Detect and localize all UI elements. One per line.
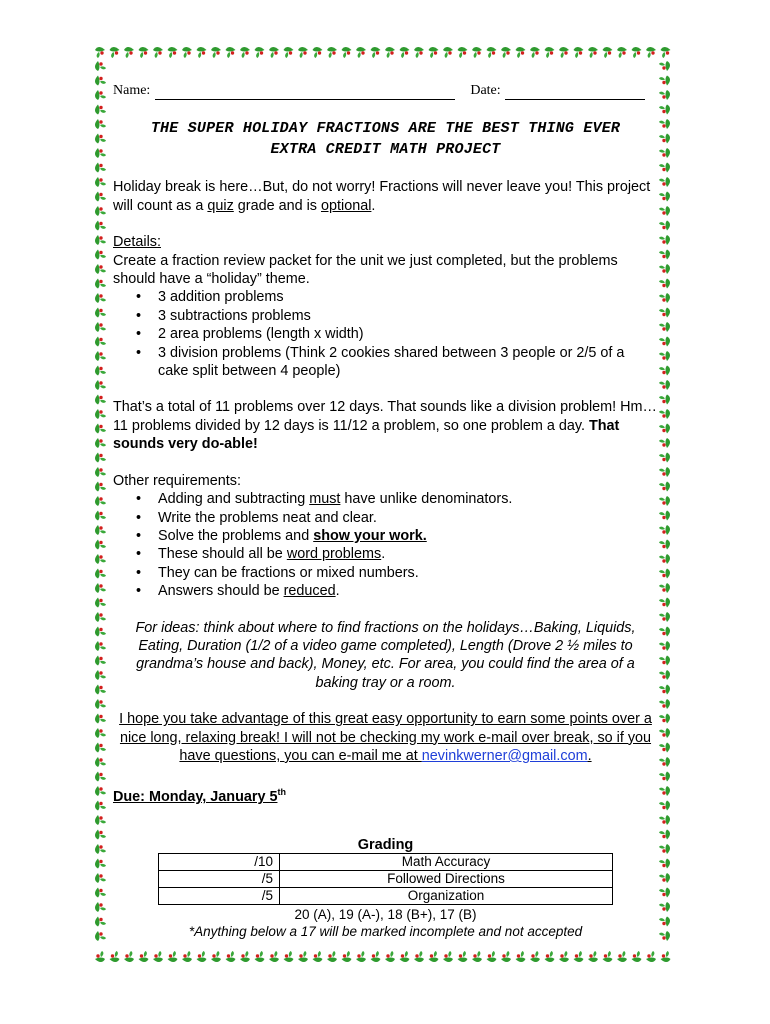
holly-sprig (659, 76, 670, 86)
requirements-list (113, 490, 658, 600)
points-cell: /5 (159, 870, 280, 887)
holly-sprig (240, 47, 250, 58)
holly-sprig (659, 90, 670, 100)
holly-sprig (659, 786, 670, 796)
holly-sprig (95, 612, 106, 622)
holly-sprig (659, 511, 670, 521)
holly-sprig (659, 612, 670, 622)
intro-optional: optional (321, 197, 372, 214)
holly-sprig (95, 279, 106, 289)
holly-sprig (659, 641, 670, 651)
holly-sprig (327, 951, 337, 962)
grading-table (158, 853, 613, 905)
holly-sprig (559, 47, 569, 58)
holly-sprig (168, 951, 178, 962)
ideas-paragraph: For ideas: think about where to find fractions on the holidays…Baking, Liquids, Eating, Duration (1/2 of a video game completed), Length (Drove 2 ½ miles to grandma’s house and back), Money, etc. For area, you could find the area of a baking tray or a room. (135, 619, 636, 691)
holly-sprig (95, 482, 106, 492)
req-text: . (335, 583, 340, 600)
holly-sprig (313, 47, 323, 58)
holly-sprig (487, 47, 497, 58)
req-underlined: reduced (283, 583, 336, 600)
holly-sprig (603, 47, 613, 58)
holly-sprig (255, 47, 265, 58)
holly-sprig (284, 47, 294, 58)
list-item (158, 490, 658, 508)
holly-sprig (545, 47, 555, 58)
holly-sprig (659, 830, 670, 840)
due-date (113, 783, 658, 806)
holly-sprig (95, 76, 106, 86)
intro-paragraph (113, 178, 658, 215)
holly-sprig (110, 47, 120, 58)
holly-sprig (659, 119, 670, 129)
req-text: have unlike denominators. (340, 491, 513, 508)
holly-sprig (269, 47, 279, 58)
holly-sprig (646, 47, 656, 58)
holly-sprig (400, 951, 410, 962)
list-item: • 2 area problems (length x width) (158, 325, 658, 343)
holly-sprig (95, 917, 106, 927)
due-superscript: th (277, 787, 286, 798)
holly-sprig (124, 951, 134, 962)
holly-sprig (95, 569, 106, 579)
holly-sprig (659, 308, 670, 318)
holly-sprig (342, 951, 352, 962)
document-content (113, 82, 658, 940)
holly-sprig (487, 951, 497, 962)
name-label: Name: (113, 83, 151, 98)
holly-sprig (284, 951, 294, 962)
holly-sprig (659, 525, 670, 535)
details-list (113, 288, 658, 380)
holly-sprig (298, 47, 308, 58)
holly-sprig (659, 482, 670, 492)
holly-sprig (659, 409, 670, 419)
holly-sprig (95, 395, 106, 405)
list-item: • 3 addition problems (158, 288, 658, 306)
holly-sprig (632, 47, 642, 58)
holly-sprig (139, 951, 149, 962)
req-text: Answers should be (158, 583, 284, 600)
holly-sprig (313, 951, 323, 962)
holly-sprig (429, 951, 439, 962)
holly-sprig (661, 47, 671, 58)
grading-section (113, 837, 658, 940)
holly-sprig (197, 951, 207, 962)
holly-sprig (95, 47, 105, 58)
holly-sprig (95, 366, 106, 376)
holly-sprig (298, 951, 308, 962)
holly-border-right (659, 61, 670, 941)
holly-sprig (95, 235, 106, 245)
holly-sprig (95, 888, 106, 898)
holly-sprig (659, 627, 670, 637)
holly-sprig (414, 47, 424, 58)
holly-sprig (458, 951, 468, 962)
holly-sprig (659, 163, 670, 173)
details-heading: Details: (113, 234, 161, 251)
category-cell: Math Accuracy (280, 853, 613, 870)
holly-sprig (95, 308, 106, 318)
total-text: That’s a total of 11 problems over 12 days. That sounds like a division problem! Hm… 11 problems divided by 12 days is 11/12 a problem, so one problem a day. (113, 399, 657, 434)
holly-sprig (95, 656, 106, 666)
holly-sprig (153, 47, 163, 58)
holly-sprig (95, 583, 106, 593)
holly-sprig (659, 206, 670, 216)
holly-sprig (646, 951, 656, 962)
grading-title: Grading (357, 836, 414, 853)
holly-sprig (501, 47, 511, 58)
table-row (159, 870, 613, 887)
req-underlined-bold: show your work. (313, 527, 427, 544)
req-underlined: word problems (286, 546, 382, 563)
date-field[interactable] (505, 85, 645, 100)
header-row (113, 82, 658, 100)
holly-sprig (95, 351, 106, 361)
holly-sprig (385, 47, 395, 58)
holly-sprig (95, 670, 106, 680)
holly-sprig (659, 395, 670, 405)
req-text: Solve the problems and (158, 527, 314, 544)
holly-sprig (659, 699, 670, 709)
holly-sprig (124, 47, 134, 58)
holly-sprig (95, 380, 106, 390)
list-item (158, 545, 658, 563)
table-row (159, 887, 613, 904)
holly-sprig (603, 951, 613, 962)
holly-sprig (659, 337, 670, 347)
holly-sprig (95, 873, 106, 883)
due-text: Due: Monday, January 5 (113, 789, 278, 806)
holly-sprig (559, 951, 569, 962)
holly-sprig (327, 47, 337, 58)
holly-sprig (659, 438, 670, 448)
holly-sprig (255, 951, 265, 962)
holly-sprig (95, 134, 106, 144)
holly-sprig (95, 206, 106, 216)
holly-sprig (95, 337, 106, 347)
intro-text-2: grade and is (233, 197, 321, 214)
holly-border-bottom (95, 951, 671, 962)
total-bold: That sounds very do-able! (113, 417, 620, 453)
holly-sprig (659, 293, 670, 303)
holly-sprig (659, 714, 670, 724)
holly-sprig (659, 569, 670, 579)
holly-sprig (659, 801, 670, 811)
holly-sprig (356, 47, 366, 58)
category-cell: Followed Directions (280, 870, 613, 887)
holly-sprig (95, 540, 106, 550)
holly-sprig (95, 714, 106, 724)
holly-sprig (659, 279, 670, 289)
closing-end: . (587, 747, 592, 764)
holly-sprig (659, 757, 670, 767)
details-text: Create a fraction review packet for the unit we just completed, but the problems should have a “holiday” theme. (113, 252, 618, 288)
holly-sprig (659, 467, 670, 477)
holly-sprig (659, 583, 670, 593)
holly-sprig (95, 322, 106, 332)
holly-sprig (385, 951, 395, 962)
holly-border-top (95, 47, 671, 58)
date-label: Date: (470, 83, 501, 98)
holly-sprig (95, 931, 106, 941)
holly-sprig (659, 598, 670, 608)
title-line-2: EXTRA CREDIT MATH PROJECT (270, 141, 501, 159)
holly-sprig (659, 250, 670, 260)
list-item (158, 582, 658, 600)
holly-sprig (659, 264, 670, 274)
holly-sprig (659, 540, 670, 550)
holly-sprig (414, 951, 424, 962)
holly-sprig (472, 951, 482, 962)
holly-sprig (659, 772, 670, 782)
holly-sprig (95, 424, 106, 434)
holly-sprig (95, 250, 106, 260)
holly-sprig (95, 598, 106, 608)
title-line-1: THE SUPER HOLIDAY FRACTIONS ARE THE BEST THING EVER (150, 120, 621, 138)
holly-sprig (226, 951, 236, 962)
holly-sprig (197, 47, 207, 58)
holly-sprig (659, 177, 670, 187)
holly-sprig (95, 467, 106, 477)
holly-sprig (617, 951, 627, 962)
holly-sprig (342, 47, 352, 58)
holly-sprig (574, 47, 584, 58)
holly-sprig (95, 221, 106, 231)
holly-sprig (182, 47, 192, 58)
holly-sprig (95, 148, 106, 158)
holly-sprig (659, 148, 670, 158)
table-row (159, 853, 613, 870)
holly-sprig (95, 743, 106, 753)
grading-scale: 20 (A), 19 (A-), 18 (B+), 17 (B) (294, 906, 477, 922)
holly-sprig (574, 951, 584, 962)
req-text: . (381, 546, 386, 563)
holly-sprig (95, 293, 106, 303)
name-field[interactable] (155, 85, 455, 100)
holly-sprig (95, 192, 106, 202)
intro-text-1: Holiday break is here…But, do not worry! Fractions will never leave you! This project will count as a (113, 179, 651, 214)
holly-sprig (516, 47, 526, 58)
holly-sprig (110, 951, 120, 962)
holly-sprig (530, 951, 540, 962)
holly-sprig (530, 47, 540, 58)
holly-sprig (659, 931, 670, 941)
holly-sprig (95, 554, 106, 564)
req-text: These should all be (158, 546, 287, 563)
holly-sprig (95, 801, 106, 811)
points-cell: /10 (159, 853, 280, 870)
holly-sprig (659, 743, 670, 753)
holly-sprig (659, 888, 670, 898)
holly-sprig (95, 409, 106, 419)
holly-sprig (659, 554, 670, 564)
holly-sprig (659, 670, 670, 680)
holly-sprig (400, 47, 410, 58)
holly-sprig (182, 951, 192, 962)
holly-sprig (545, 951, 555, 962)
holly-sprig (139, 47, 149, 58)
holly-sprig (226, 47, 236, 58)
holly-sprig (95, 699, 106, 709)
holly-sprig (659, 844, 670, 854)
closing-text: I hope you take advantage of this great easy opportunity to earn some points over a nice long, relaxing break! I will not be checking my work e-mail over break, so if you have questions, you can e-mail me at (119, 711, 652, 764)
holly-sprig (95, 61, 106, 71)
holly-sprig (168, 47, 178, 58)
holly-sprig (659, 235, 670, 245)
holly-sprig (95, 177, 106, 187)
holly-sprig (659, 105, 670, 115)
holly-sprig (617, 47, 627, 58)
intro-quiz: quiz (207, 197, 234, 214)
holly-sprig (588, 47, 598, 58)
holly-sprig (661, 951, 671, 962)
holly-sprig (516, 951, 526, 962)
holly-sprig (659, 859, 670, 869)
intro-text-3: . (371, 197, 376, 214)
holly-sprig (588, 951, 598, 962)
holly-sprig (95, 496, 106, 506)
list-item: • Write the problems neat and clear. (158, 509, 658, 527)
holly-sprig (458, 47, 468, 58)
holly-sprig (472, 47, 482, 58)
holly-sprig (95, 757, 106, 767)
holly-sprig (95, 815, 106, 825)
requirements-heading: Other requirements: (113, 472, 241, 489)
holly-sprig (659, 873, 670, 883)
total-paragraph (113, 398, 658, 453)
holly-sprig (95, 511, 106, 521)
holly-sprig (95, 453, 106, 463)
holly-sprig (95, 525, 106, 535)
email-link[interactable]: nevinkwerner@gmail.com (421, 747, 588, 764)
holly-sprig (95, 685, 106, 695)
holly-sprig (95, 728, 106, 738)
holly-sprig (269, 951, 279, 962)
holly-sprig (95, 859, 106, 869)
req-text: Adding and subtracting (158, 491, 310, 508)
page-title (113, 118, 658, 160)
holly-sprig (95, 627, 106, 637)
holly-sprig (429, 47, 439, 58)
holly-sprig (659, 61, 670, 71)
holly-sprig (95, 264, 106, 274)
holly-sprig (95, 830, 106, 840)
list-item (158, 527, 658, 545)
grading-note: *Anything below a 17 will be marked incomplete and not accepted (188, 923, 583, 939)
list-item: • 3 subtractions problems (158, 307, 658, 325)
req-underlined: must (309, 491, 341, 508)
holly-sprig (95, 786, 106, 796)
holly-sprig (95, 105, 106, 115)
holly-sprig (95, 641, 106, 651)
holly-sprig (501, 951, 511, 962)
holly-sprig (240, 951, 250, 962)
holly-sprig (659, 496, 670, 506)
holly-sprig (659, 322, 670, 332)
holly-sprig (659, 380, 670, 390)
closing-paragraph (113, 710, 658, 765)
holly-border-left (95, 61, 106, 941)
holly-sprig (95, 772, 106, 782)
holly-sprig (95, 119, 106, 129)
holly-sprig (659, 815, 670, 825)
holly-sprig (659, 366, 670, 376)
holly-sprig (659, 656, 670, 666)
holly-sprig (659, 192, 670, 202)
holly-sprig (659, 134, 670, 144)
list-item: • 3 division problems (Think 2 cookies shared between 3 people or 2/5 of a cake split between 4 people) (158, 344, 658, 381)
holly-sprig (356, 951, 366, 962)
points-cell: /5 (159, 887, 280, 904)
holly-sprig (153, 951, 163, 962)
holly-sprig (211, 951, 221, 962)
holly-sprig (95, 951, 105, 962)
holly-sprig (659, 351, 670, 361)
holly-sprig (371, 951, 381, 962)
holly-sprig (659, 728, 670, 738)
holly-sprig (95, 163, 106, 173)
holly-sprig (659, 685, 670, 695)
holly-sprig (632, 951, 642, 962)
holly-sprig (443, 47, 453, 58)
holly-sprig (95, 438, 106, 448)
holly-sprig (659, 917, 670, 927)
holly-sprig (95, 902, 106, 912)
holly-sprig (659, 221, 670, 231)
list-item: • They can be fractions or mixed numbers. (158, 564, 658, 582)
holly-sprig (371, 47, 381, 58)
holly-sprig (211, 47, 221, 58)
holly-sprig (659, 424, 670, 434)
holly-sprig (95, 90, 106, 100)
holly-sprig (443, 951, 453, 962)
category-cell: Organization (280, 887, 613, 904)
holly-sprig (659, 902, 670, 912)
holly-sprig (659, 453, 670, 463)
holly-sprig (95, 844, 106, 854)
